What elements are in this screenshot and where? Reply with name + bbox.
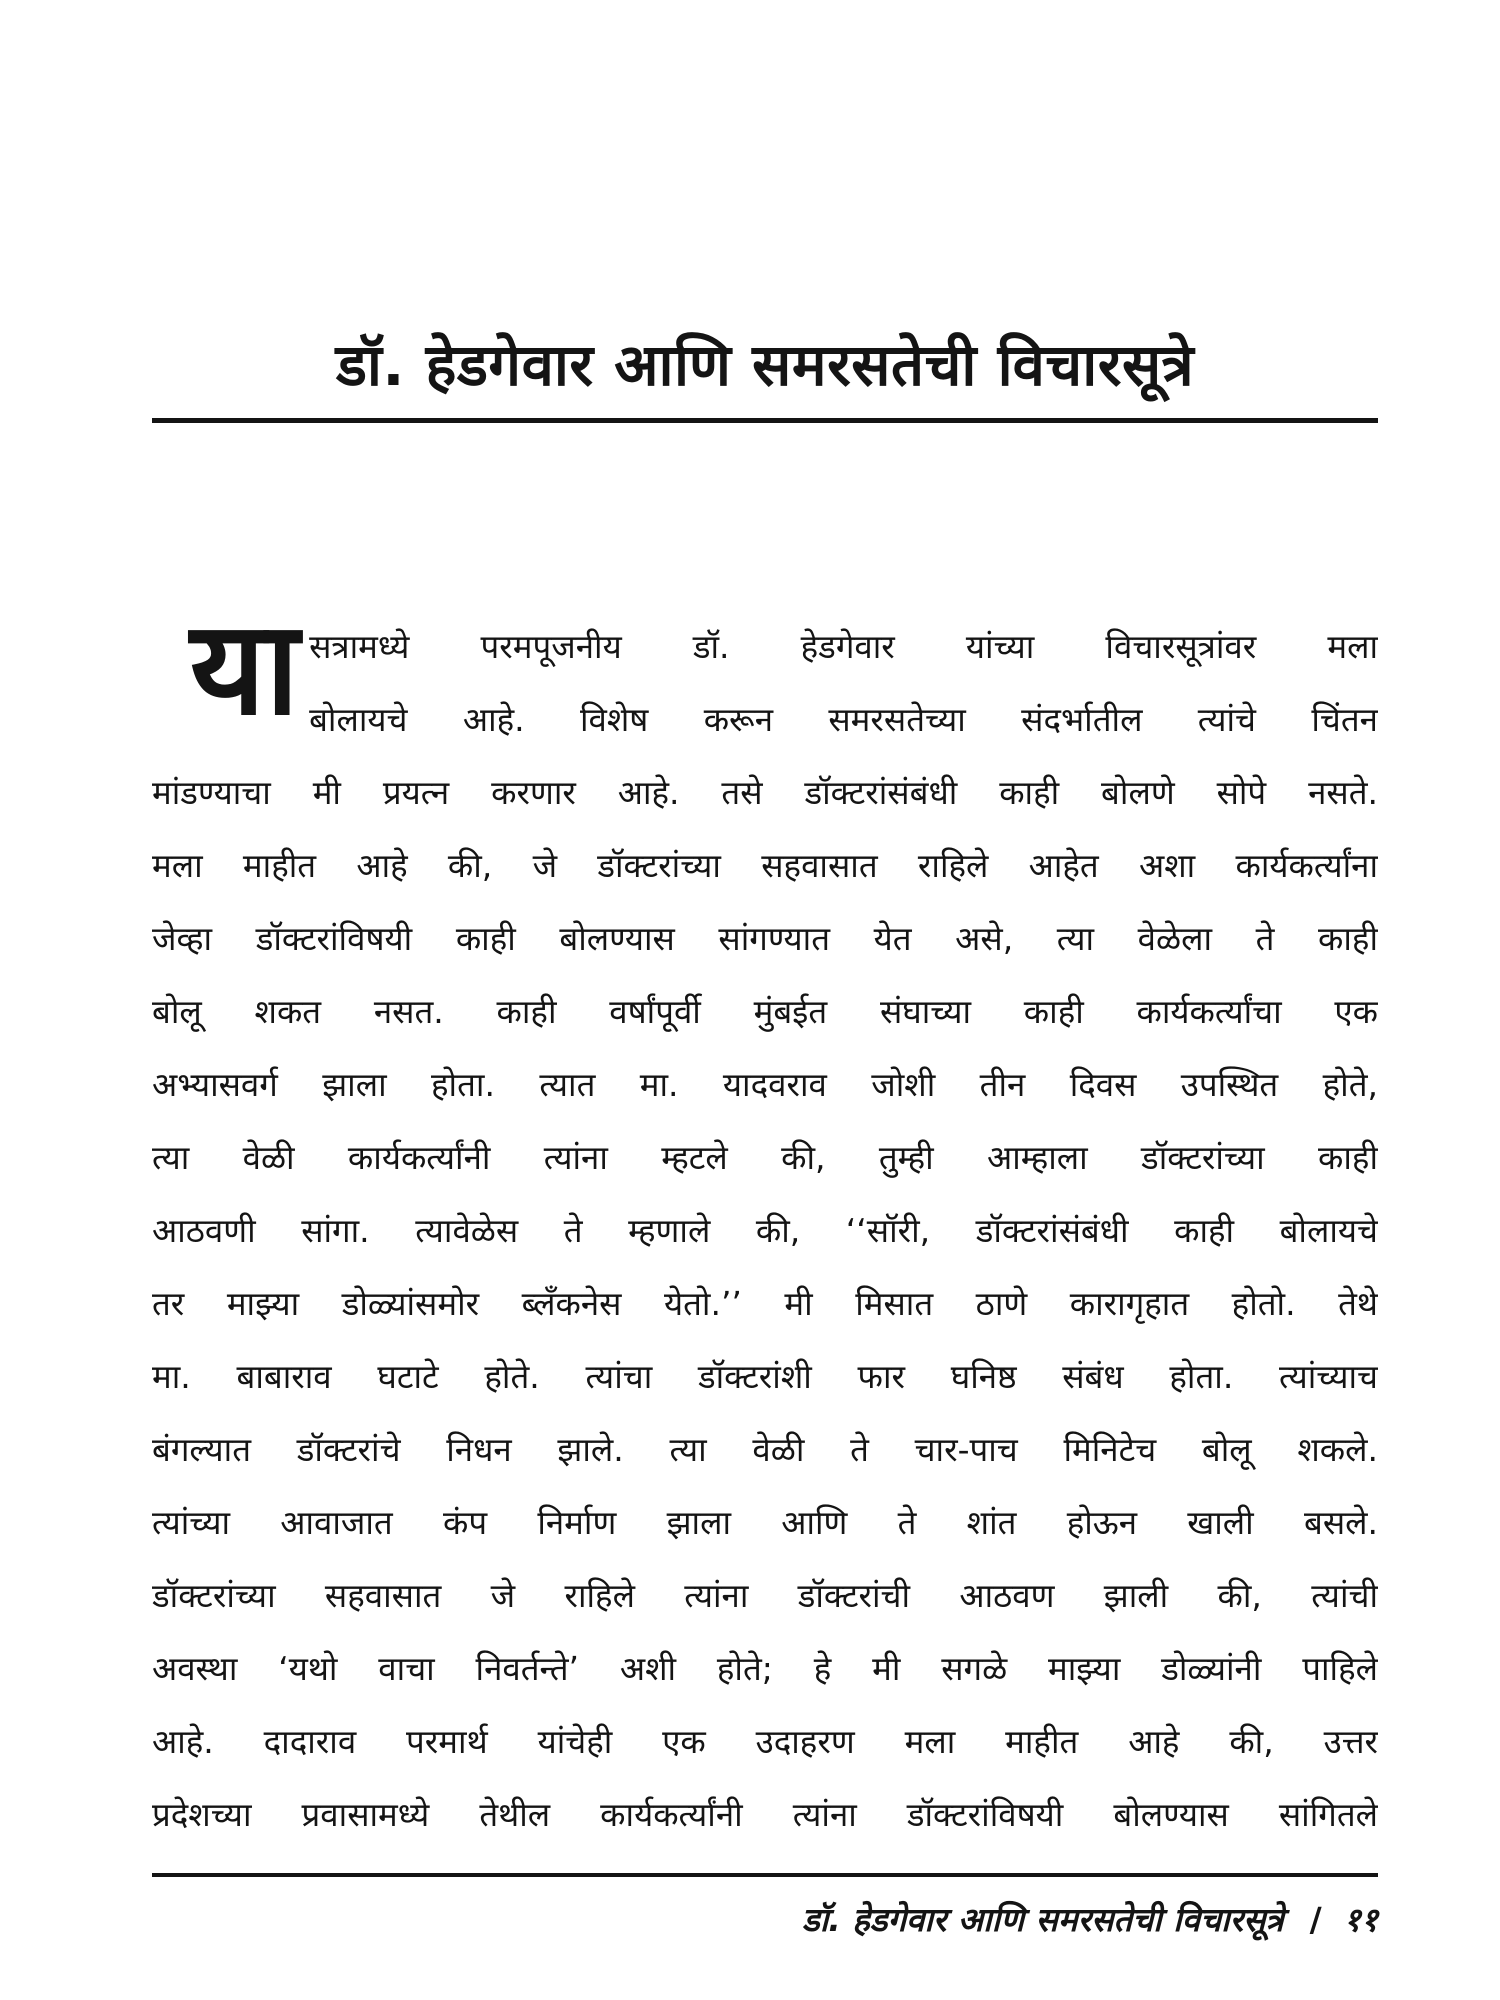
text-line: आहे. दादाराव परमार्थ यांचेही एक उदाहरण मला माहीत आहे की, उत्तर [152,1722,1378,1761]
footer-separator: / [1309,1900,1322,1939]
text-line: सत्रामध्ये परमपूजनीय डॉ. हेडगेवार यांच्या विचारसूत्रांवर मला [309,627,1378,666]
text-line: मला माहीत आहे की, जे डॉक्टरांच्या सहवासात राहिले आहेत अशा कार्यकर्त्यांना [152,846,1378,885]
footer-title: डॉ. हेडगेवार आणि समरसतेची विचारसूत्रे [802,1900,1284,1939]
text-line: अवस्था ‘यथो वाचा निवर्तन्ते’ अशी होते; हे मी सगळे माझ्या डोळ्यांनी पाहिले [152,1649,1378,1688]
text-line: जेव्हा डॉक्टरांविषयी काही बोलण्यास सांगण्यात येत असे, त्या वेळेला ते काही [152,919,1378,958]
page-number: ११ [1343,1900,1378,1939]
drop-cap: या [190,592,300,744]
title-divider [152,418,1378,423]
text-line: आठवणी सांगा. त्यावेळेस ते म्हणाले की, ‘‘सॉरी, डॉक्टरांसंबंधी काही बोलायचे [152,1211,1378,1250]
running-footer [802,1895,1378,1945]
text-line: त्यांच्या आवाजात कंप निर्माण झाला आणि ते शांत होऊन खाली बसले. [152,1503,1378,1542]
text-line: त्या वेळी कार्यकर्त्यांनी त्यांना म्हटले की, तुम्ही आम्हाला डॉक्टरांच्या काही [152,1138,1378,1177]
text-line: मांडण्याचा मी प्रयत्न करणार आहे. तसे डॉक्टरांसंबंधी काही बोलणे सोपे नसते. [152,773,1378,812]
text-line: बंगल्यात डॉक्टरांचे निधन झाले. त्या वेळी ते चार-पाच मिनिटेच बोलू शकले. [152,1430,1378,1469]
text-line: बोलू शकत नसत. काही वर्षांपूर्वी मुंबईत संघाच्या काही कार्यकर्त्यांचा एक [152,992,1378,1031]
text-line: डॉक्टरांच्या सहवासात जे राहिले त्यांना डॉक्टरांची आठवण झाली की, त्यांची [152,1576,1378,1615]
text-line: प्रदेशच्या प्रवासामध्ये तेथील कार्यकर्त्यांनी त्यांना डॉक्टरांविषयी बोलण्यास सांगितले [152,1795,1378,1834]
text-line: तर माझ्या डोळ्यांसमोर ब्लँकनेस येतो.’’ मी मिसात ठाणे कारागृहात होतो. तेथे [152,1284,1378,1323]
chapter-title: डॉ. हेडगेवार आणि समरसतेची विचारसूत्रे [335,330,1195,399]
body-text [152,592,1378,1851]
footer-divider [152,1873,1378,1877]
text-line: अभ्यासवर्ग झाला होता. त्यात मा. यादवराव जोशी तीन दिवस उपस्थित होते, [152,1065,1378,1104]
text-line: मा. बाबाराव घटाटे होते. त्यांचा डॉक्टरांशी फार घनिष्ठ संबंध होता. त्यांच्याच [152,1357,1378,1396]
text-line: बोलायचे आहे. विशेष करून समरसतेच्या संदर्भातील त्यांचे चिंतन [309,700,1378,739]
